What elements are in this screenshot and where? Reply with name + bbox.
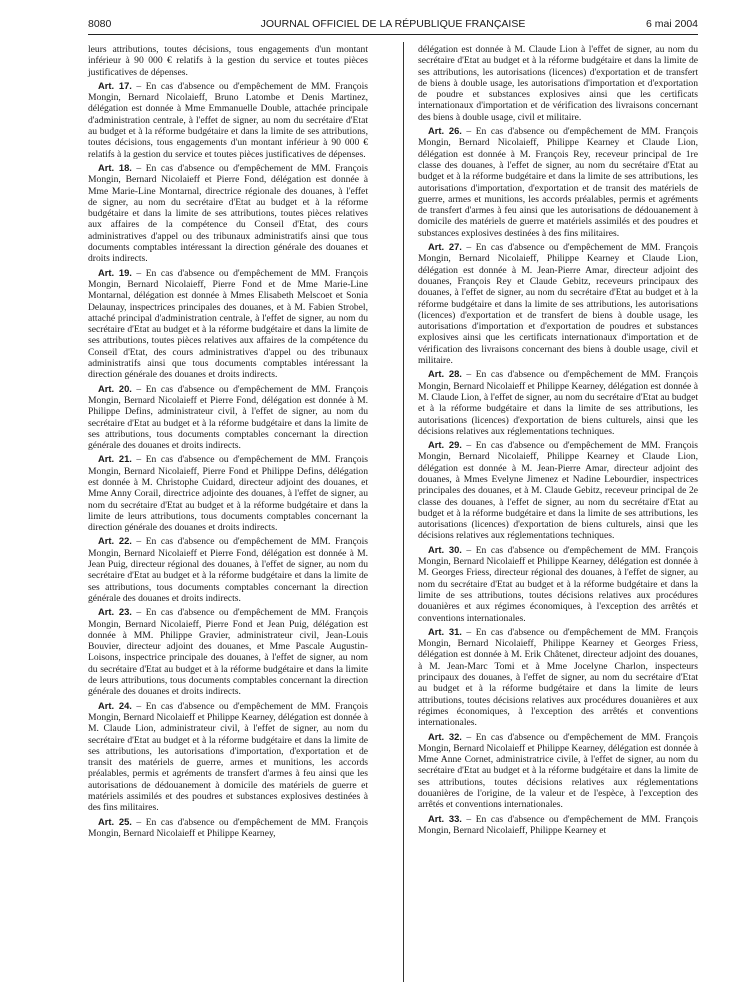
article-text: leurs attributions, toutes décisions, tous engagements d'un montant inférieur à 90 000 € relatifs à la gestion du service et toutes pièces justificatives de dépenses.: [88, 44, 368, 78]
article-label: Art. 21.: [98, 453, 132, 465]
article-text: – En cas d'absence ou d'empêchement de MM. François Mongin, Bernard Nicolaieff et Pierre Fond, délégation est donnée à M. Jean Puig, directeur régional des douanes, à l'effet de signer, au nom du secrétaire d'Etat au budget et à la réforme budgétaire et dans la limite de ses attributions, tous documents comptables concernant la direction générale des douanes et droits indirects.: [88, 536, 368, 604]
article-label: Art. 26.: [428, 125, 462, 137]
article-label: Art. 29.: [428, 439, 462, 451]
column-divider: [403, 42, 404, 982]
article-label: Art. 18.: [98, 161, 132, 173]
header-rule: [88, 34, 698, 35]
article-label: Art. 28.: [428, 368, 462, 380]
page-header: [88, 16, 698, 32]
article-text: – En cas d'absence ou d'empêchement de MM. François Mongin, Bernard Nicolaieff et Pierre Fond, délégation est donnée à Mme Marie-Line Montarnal, directrice régionale des douanes, à l'effet de signer, au nom du secrétaire d'Etat au budget et à la réforme budgétaire et dans la limite de ses attributions, toutes pièces relatives aux affaires de la compétence du Conseil d'Etat, des cours administratives d'appel ou des tribunaux administratifs ainsi que tous documents comptables intéressant la direction générale des douanes et droits indirects.: [88, 162, 368, 265]
article-text: – En cas d'absence ou d'empêchement de MM. François Mongin, Bernard Nicolaieff et Philippe Kearney, délégation est donnée à M. Claude Lion, à l'effet de signer, au nom du secrétaire d'Etat au budget et à la réforme budgétaire et dans la limite de ses attributions, les autorisations (licences) d'exportation de biens culturels, ainsi que les décisions relatives aux réglementations techniques.: [418, 369, 698, 437]
article-text: – En cas d'absence ou d'empêchement de MM. François Mongin, Bernard Nicolaieff, Bruno Latombe et Denis Martinez, délégation est donnée à Mme Emmanuelle Double, attachée principale d'administration centrale, à l'effet de signer, au nom du secrétaire d'Etat au budget et à la réforme budgétaire et dans la limite de ses attributions, toutes décisions, tous engagements d'un montant inférieur à 90 000 € relatifs à la gestion du service et toutes pièces justificatives de dépenses.: [88, 80, 368, 160]
article-paragraph: [418, 813, 698, 837]
article-label: Art. 27.: [428, 241, 462, 253]
article-paragraph: [88, 267, 368, 381]
article-text: – En cas d'absence ou d'empêchement de MM. François Mongin, Bernard Nicolaieff et Philippe Kearney, délégation est donnée à M. Claude Lion, administrateur civil, à l'effet de signer, au nom du secrétaire d'Etat au budget et à la réforme budgétaire et dans la limite de ses attributions, les autorisations d'importation, d'exportation et de transit des matériels de guerre, armes et munitions, les accords préalables, permis et agréments de transfert d'armes à feu ainsi que les autorisations de dédouanement à domicile des matériels de guerre et matériels assimilés et des poudres et substances explosives destinées à des fins militaires.: [88, 700, 368, 814]
right-column: [418, 44, 698, 838]
article-label: Art. 17.: [98, 79, 132, 91]
article-paragraph: [418, 44, 698, 123]
article-paragraph: [418, 439, 698, 542]
article-paragraph: [418, 125, 698, 239]
article-paragraph: [88, 44, 368, 78]
article-text: – En cas d'absence ou d'empêchement de MM. François Mongin, Bernard Nicolaieff et Philippe Kearney,: [88, 816, 368, 839]
left-column: [88, 44, 368, 841]
article-label: Art. 19.: [98, 266, 132, 278]
article-paragraph: [88, 80, 368, 160]
article-text: – En cas d'absence ou d'empêchement de MM. François Mongin, Bernard Nicolaieff, Pierre Fond et Philippe Defins, délégation est donnée à M. Christophe Cuidard, directeur adjoint des douanes, et Mme Anny Corail, directrice adjointe des douanes, à l'effet de signer, au nom du secrétaire d'Etat au budget et à la réforme budgétaire et dans la limite de leurs attributions, tous documents comptables concernant la direction générale des douanes et droits indirects.: [88, 454, 368, 534]
article-label: Art. 30.: [428, 543, 462, 555]
article-paragraph: [88, 535, 368, 604]
article-label: Art. 31.: [428, 625, 462, 637]
article-label: Art. 20.: [98, 382, 132, 394]
article-label: Art. 32.: [428, 730, 462, 742]
article-paragraph: [88, 162, 368, 265]
article-text: – En cas d'absence ou d'empêchement de MM. François Mongin, Bernard Nicolaieff et Philippe Kearney, délégation est donnée à Mme Anne Cornet, administratrice civile, à l'effet de signer, au nom du secrétaire d'Etat au budget et à la réforme budgétaire et dans la limite de ses attributions, toutes décisions relatives aux réglementations douanières de l'origine, de la valeur et de l'espèce, à l'exception des arrêtés et conventions internationales.: [418, 731, 698, 811]
article-paragraph: [88, 453, 368, 533]
publication-date: 6 mai 2004: [646, 18, 698, 30]
article-paragraph: [88, 383, 368, 452]
article-text: – En cas d'absence ou d'empêchement de MM. François Mongin, Bernard Nicolaieff, Philippe Kearney et Claude Lion, délégation est donnée à M. Jean-Pierre Amar, directeur adjoint des douanes, François Rey et Claude Gebitz, receveurs principaux des douanes, à l'effet de signer, au nom du secrétaire d'Etat au budget et à la réforme budgétaire et dans la limite de ses attributions, les autorisations (licences) d'exportation et de transfert de biens à double usage, les autorisations d'importation et d'exportation de poudres et substances explosives ainsi que les certificats internationaux d'importation et de vérification des livraisons concernant des biens à double usage, civil et militaire.: [418, 242, 698, 367]
article-text: – En cas d'absence ou d'empêchement de MM. François Mongin, Bernard Nicolaieff et Philippe Kearney, délégation est donnée à M. Georges Friess, directeur régional des douanes, à l'effet de signer, au nom du secrétaire d'Etat au budget et à la réforme budgétaire et dans la limite de ses attributions, toutes décisions relatives aux procédures douanières et aux régimes économiques, à l'exception des arrêtés et conventions internationales.: [418, 544, 698, 624]
article-text: – En cas d'absence ou d'empêchement de MM. François Mongin, Bernard Nicolaieff, Philippe Kearney et Claude Lion, délégation est donnée à M. Jean-Pierre Amar, directeur adjoint des douanes, à Mmes Evelyne Jimenez et Nadine Lebourdier, inspectrices principales des douanes, et à M. Claude Gebitz, receveur principal de 2e classe des douanes, à l'effet de signer, au nom du secrétaire d'Etat au budget et à la réforme budgétaire et dans la limite de ses attributions, les autorisations (licences) d'exportation de biens culturels, ainsi que les décisions relatives aux réglementations techniques.: [418, 440, 698, 542]
article-label: Art. 25.: [98, 815, 132, 827]
article-text: – En cas d'absence ou d'empêchement de MM. François Mongin, Bernard Nicolaieff et Pierre Fond, délégation est donnée à M. Philippe Defins, administrateur civil, à l'effet de signer, au nom du secrétaire d'Etat au budget et à la réforme budgétaire et dans la limite de ses attributions, tous documents comptables concernant la direction générale des douanes et droits indirects.: [88, 383, 368, 452]
article-paragraph: [88, 700, 368, 814]
article-text: – En cas d'absence ou d'empêchement de MM. François Mongin, Bernard Nicolaieff, Pierre Fond et Jean Puig, délégation est donnée à MM. Philippe Gravier, administrateur civil, Jean-Louis Bouvier, directeur adjoint des douanes, et Mme Pascale Augustin-Loisons, inspectrice principale des douanes, à l'effet de signer, au nom du secrétaire d'Etat au budget et à la réforme budgétaire et dans la limite de leurs attributions, tous documents comptables concernant la direction générale des douanes et droits indirects.: [88, 607, 368, 698]
article-label: Art. 23.: [98, 606, 132, 618]
article-paragraph: [418, 241, 698, 366]
article-paragraph: [418, 731, 698, 811]
article-paragraph: [418, 368, 698, 437]
article-text: – En cas d'absence ou d'empêchement de MM. François Mongin, Bernard Nicolaieff, Philippe Kearney et: [418, 813, 698, 836]
article-text: – En cas d'absence ou d'empêchement de MM. François Mongin, Bernard Nicolaieff, Philippe Kearney et Georges Friess, délégation est donnée à M. Erik Châtenet, directeur adjoint des douanes, à M. Jean-Marc Tomi et à Mme Jocelyne Charlon, inspecteurs principaux des douanes, à l'effet de signer, au nom du secrétaire d'Etat au budget et à la réforme budgétaire et dans la limite de leurs attributions, toutes décisions relatives aux procédures douanières et aux régimes économiques, à l'exception des arrêtés et conventions internationales.: [418, 626, 698, 729]
article-label: Art. 33.: [428, 812, 462, 824]
article-label: Art. 22.: [98, 535, 132, 547]
journal-title: JOURNAL OFFICIEL DE LA RÉPUBLIQUE FRANÇAISE: [260, 18, 526, 30]
article-paragraph: [418, 544, 698, 624]
article-paragraph: [88, 816, 368, 840]
article-paragraph: [418, 626, 698, 729]
article-text: délégation est donnée à M. Claude Lion à l'effet de signer, au nom du secrétaire d'Etat au budget et à la réforme budgétaire et dans la limite de ses attributions, les autorisations (licences) d'exportation et de transfert de biens à double usage, les autorisations d'importation et d'exportation de poudre et substances explosives ainsi que les certificats internationaux d'importation et de vérification des livraisons concernant des biens à double usage, civil et militaire.: [418, 44, 698, 123]
article-label: Art. 24.: [98, 699, 132, 711]
page-number: 8080: [88, 18, 112, 30]
article-text: – En cas d'absence ou d'empêchement de MM. François Mongin, Bernard Nicolaieff, Pierre Fond et de Mme Marie-Line Montarnal, délégation est donnée à Mmes Elisabeth Melscoet et Sonia Delaunay, inspectrices principales des douanes, et à M. Fabien Strobel, attaché principal d'administration centrale, à l'effet de signer, au nom du secrétaire d'Etat au budget et à la réforme budgétaire et dans la limite de ses attributions, toutes pièces relatives aux affaires de la compétence du Conseil d'Etat, des cours administratives d'appel ou des tribunaux administratifs ainsi que tous documents comptables intéressant la direction générale des douanes et droits indirects.: [88, 267, 368, 381]
article-text: – En cas d'absence ou d'empêchement de MM. François Mongin, Bernard Nicolaieff, Philippe Kearney et Claude Lion, délégation est donnée à M. François Rey, receveur principal de 1re classe des douanes, à l'effet de signer, au nom du secrétaire d'Etat au budget et à la réforme budgétaire et dans la limite de ses attributions, les autorisations d'importation, d'exportation et de transit des matériels de guerre, armes et munitions, les accords préalables, permis et agréments de transfert d'armes à feu ainsi que les autorisations de dédouanement à domicile des matériels de guerre et matériels assimilés et des poudres et substances explosives destinées à des fins militaires.: [418, 126, 698, 239]
article-paragraph: [88, 606, 368, 697]
